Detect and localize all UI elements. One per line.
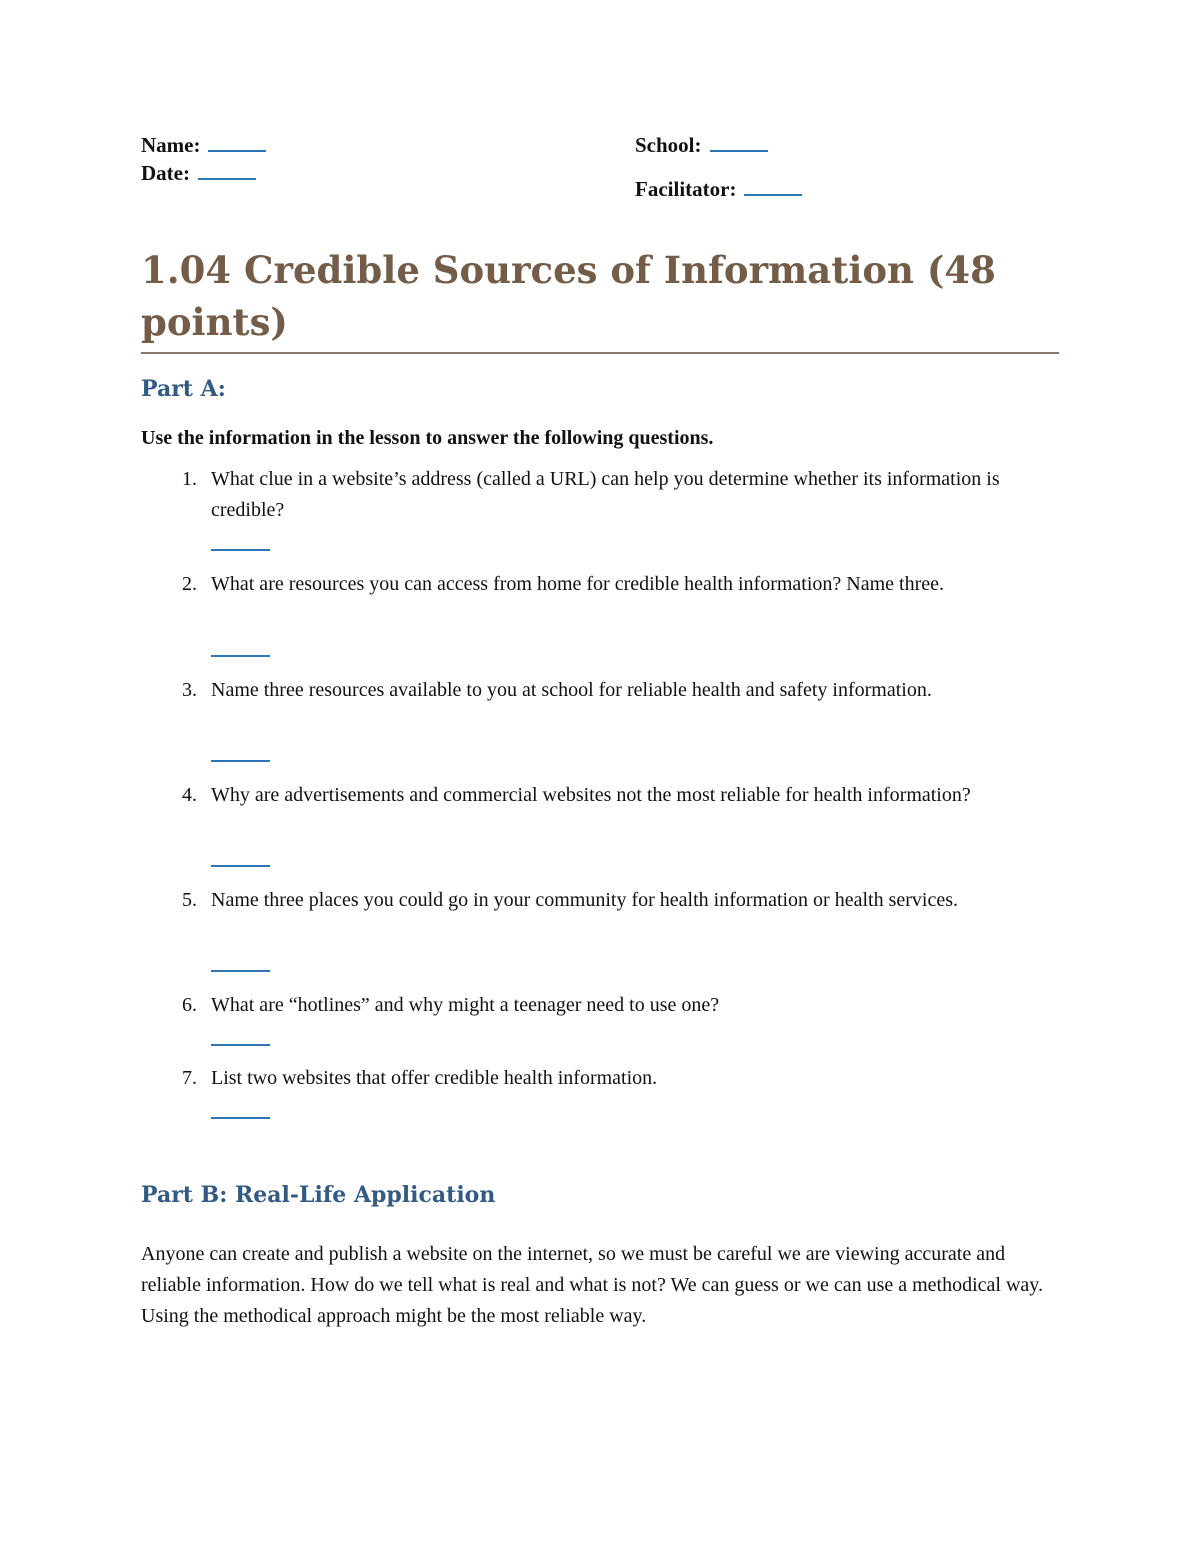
question-item: [141, 1063, 1041, 1094]
question-number: 3.: [182, 679, 197, 701]
question-item: [141, 675, 1041, 706]
question-text: Why are advertisements and commercial websites not the most reliable for health information?: [211, 784, 971, 806]
question-number: 4.: [182, 784, 197, 806]
answer-blank[interactable]: [211, 865, 270, 867]
name-blank[interactable]: [208, 134, 266, 152]
question-item: [141, 780, 1041, 811]
question-number: 7.: [182, 1067, 197, 1089]
question-item: [141, 990, 1041, 1021]
question-text: Name three places you could go in your community for health information or health services.: [211, 889, 959, 911]
question-item: [141, 569, 1041, 600]
part-a-heading: Part A:: [141, 376, 226, 402]
question-number: 1.: [182, 468, 197, 490]
answer-blank[interactable]: [211, 655, 270, 657]
question-item: [141, 464, 1041, 526]
part-b-heading: Part B: Real-Life Application: [141, 1182, 496, 1208]
question-text: What are “hotlines” and why might a teenager need to use one?: [211, 994, 720, 1016]
name-label: Name:: [141, 133, 201, 157]
question-number: 6.: [182, 994, 197, 1016]
answer-blank[interactable]: [211, 1117, 270, 1119]
answer-blank[interactable]: [211, 1044, 270, 1046]
question-number: 2.: [182, 573, 197, 595]
school-field: [635, 131, 768, 159]
school-blank[interactable]: [710, 134, 768, 152]
date-blank[interactable]: [198, 162, 256, 180]
school-label: School:: [635, 133, 702, 157]
part-a-instructions: Use the information in the lesson to answer the following questions.: [141, 427, 714, 449]
answer-blank[interactable]: [211, 760, 270, 762]
question-text: List two websites that offer credible health information.: [211, 1067, 658, 1089]
part-b-paragraph: Anyone can create and publish a website on the internet, so we must be careful we are viewing accurate and reliable information. How do we tell what is real and what is not? We can guess or we can use a methodical way. Using the methodical approach might be the most reliable way.: [141, 1243, 1043, 1327]
facilitator-label: Facilitator:: [635, 177, 737, 201]
question-number: 5.: [182, 889, 197, 911]
question-item: [141, 885, 1041, 916]
name-field: [141, 131, 266, 159]
answer-blank[interactable]: [211, 549, 270, 551]
page-title: 1.04 Credible Sources of Information (48 points): [141, 248, 996, 344]
question-text: Name three resources available to you at school for reliable health and safety information.: [211, 679, 932, 701]
facilitator-field: [635, 175, 802, 203]
title-divider: [141, 352, 1059, 354]
facilitator-blank[interactable]: [744, 178, 802, 196]
question-text: What are resources you can access from home for credible health information? Name three.: [211, 573, 944, 595]
answer-blank[interactable]: [211, 970, 270, 972]
date-field: [141, 159, 256, 187]
date-label: Date:: [141, 161, 190, 185]
question-text: What clue in a website’s address (called a URL) can help you determine whether its information is credible?: [211, 468, 1000, 521]
